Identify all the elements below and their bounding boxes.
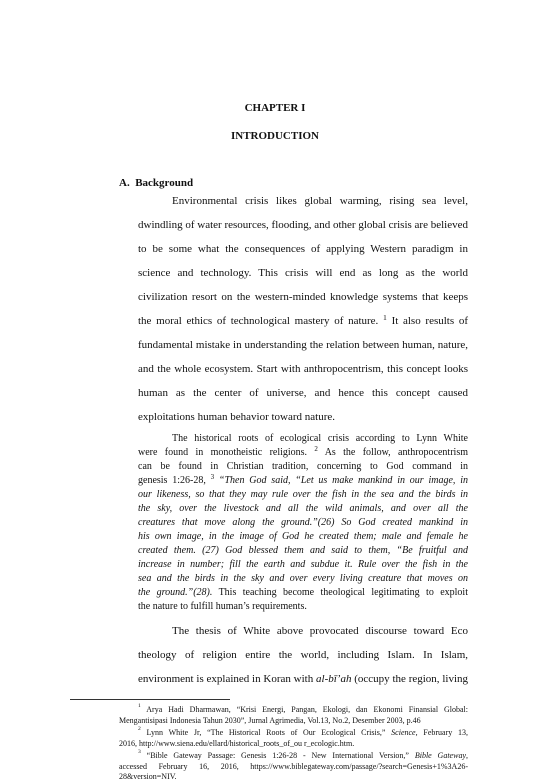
para1-line: Environmental crisis likes global warming, rising sea level, (172, 195, 468, 207)
footnote-1 (138, 705, 468, 714)
quote-line: creatures that move along the ground.”(26) So God created mankind in (138, 517, 468, 528)
para3-line: theology of religion entire the world, including Islam. In Islam, (138, 649, 468, 661)
footnote-number: 2 (138, 726, 141, 732)
quote-line: sea and the birds in the sky and over every living creature that moves on (138, 573, 468, 584)
footnote-number: 3 (138, 749, 141, 755)
quote-line: his own image, in the image of God he created them; male and female he (138, 531, 468, 542)
footnote-1-cont: Mengantisipasi Indonesia Tahun 2030”, Jurnal Agrimedia, Vol.13, No.2, Desember 2003, p.46 (119, 716, 421, 725)
para2-line (138, 587, 468, 598)
footnote-2-cont: 2016, http://www.siena.edu/ellard/historical_roots_of_ou r_ecologic.htm. (119, 739, 355, 748)
footnote-2 (138, 728, 468, 737)
para1-line: human as the center of universe, and hence this concept caused (138, 387, 468, 399)
para2-line: can be found in Christian tradition, concerning to God command in (138, 461, 468, 472)
para3-line (138, 673, 468, 685)
para2-line: The historical roots of ecological crisis according to Lynn White (172, 433, 468, 444)
footnote-3-cont: accessed February 16, 2016, https://www.biblegateway.com/passage/?search=Genesis+1%3A26- (119, 762, 468, 771)
para2-text: genesis 1:26-28, (138, 475, 211, 486)
chapter-number: CHAPTER I (244, 102, 306, 114)
footnote-separator (70, 699, 230, 700)
quote-text: the ground.”(28). (138, 587, 213, 598)
footnote-text: Lynn White Jr, “The Historical Roots of Our Ecological Crisis,” (140, 728, 392, 737)
footnote-text: Arya Hadi Dharmawan, “Krisi Energi, Pangan, Ekologi, dan Ekonomi Finansial Global: (140, 705, 468, 714)
para1-line: exploitations human behavior toward nature. (138, 411, 336, 423)
para2-text: As the follow, anthropocentrism (317, 447, 468, 458)
para1-line: and the whole ecosystem. Start with anthropocentrism, this concept looks (138, 363, 468, 375)
footnote-text: “Bible Gateway Passage: Genesis 1:26-28 - New International Version,” (140, 751, 415, 760)
footnote-ref-2: 2 (314, 445, 318, 453)
para1-line (138, 315, 468, 327)
para1-line: civilization resort on the western-minded knowledge systems that keeps (138, 291, 468, 303)
footnote-text: , (466, 751, 468, 760)
footnote-italic: Bible Gateway (414, 751, 466, 760)
para2-text: This teaching become theological legitimating to exploit (212, 587, 468, 598)
arabic-term: al-bī’ah (316, 673, 352, 685)
para1-line: dwindling of water resources, flooding, and other global crisis are believed (138, 219, 468, 231)
chapter-title: INTRODUCTION (230, 130, 319, 142)
para2-line: the nature to fulfill human’s requirements. (138, 601, 307, 612)
section-heading (119, 177, 193, 189)
quote-line: created them. (27) God blessed them and said to them, “Be fruitful and (138, 545, 468, 556)
para1-line: to be some what the consequences of applying Western paradigm in (138, 243, 468, 255)
section-letter: A. (119, 177, 130, 189)
quote-line: the sky, over the livestock and all the wild animals, and over all the (138, 503, 468, 514)
quote-line: our likeness, so that they may rule over the fish in the sea and the birds in (138, 489, 468, 500)
footnote-italic: Science (391, 728, 416, 737)
section-title: Background (135, 177, 194, 189)
footnote-3-cont: 28&version=NIV. (119, 772, 177, 781)
para1-text: the moral ethics of technological mastery of nature. (138, 315, 384, 327)
para2-text: were found in monotheistic religions. (138, 447, 315, 458)
footnote-ref-3: 3 (210, 473, 215, 481)
footnote-3 (138, 751, 468, 760)
quote-line: increase in number; fill the earth and subdue it. Rule over the fish in the (138, 559, 468, 570)
para1-line: fundamental mistake in understanding the relation between human, nature, (138, 339, 468, 351)
para3-text: environment is explained in Koran with (138, 673, 317, 685)
footnote-text: , February 13, (415, 728, 469, 737)
footnote-number: 1 (138, 703, 141, 709)
para1-text: It also results of (386, 315, 468, 327)
para3-text: (occupy the region, living (351, 673, 468, 685)
para3-line: The thesis of White above provocated discourse toward Eco (172, 625, 468, 637)
para2-line (138, 447, 468, 458)
para2-line (138, 475, 468, 486)
para1-line: science and technology. This crisis will end as long as the world (138, 267, 468, 279)
quote-text: “Then God said, “Let us make mankind in our image, in (214, 475, 469, 486)
footnote-ref-1: 1 (383, 313, 387, 322)
